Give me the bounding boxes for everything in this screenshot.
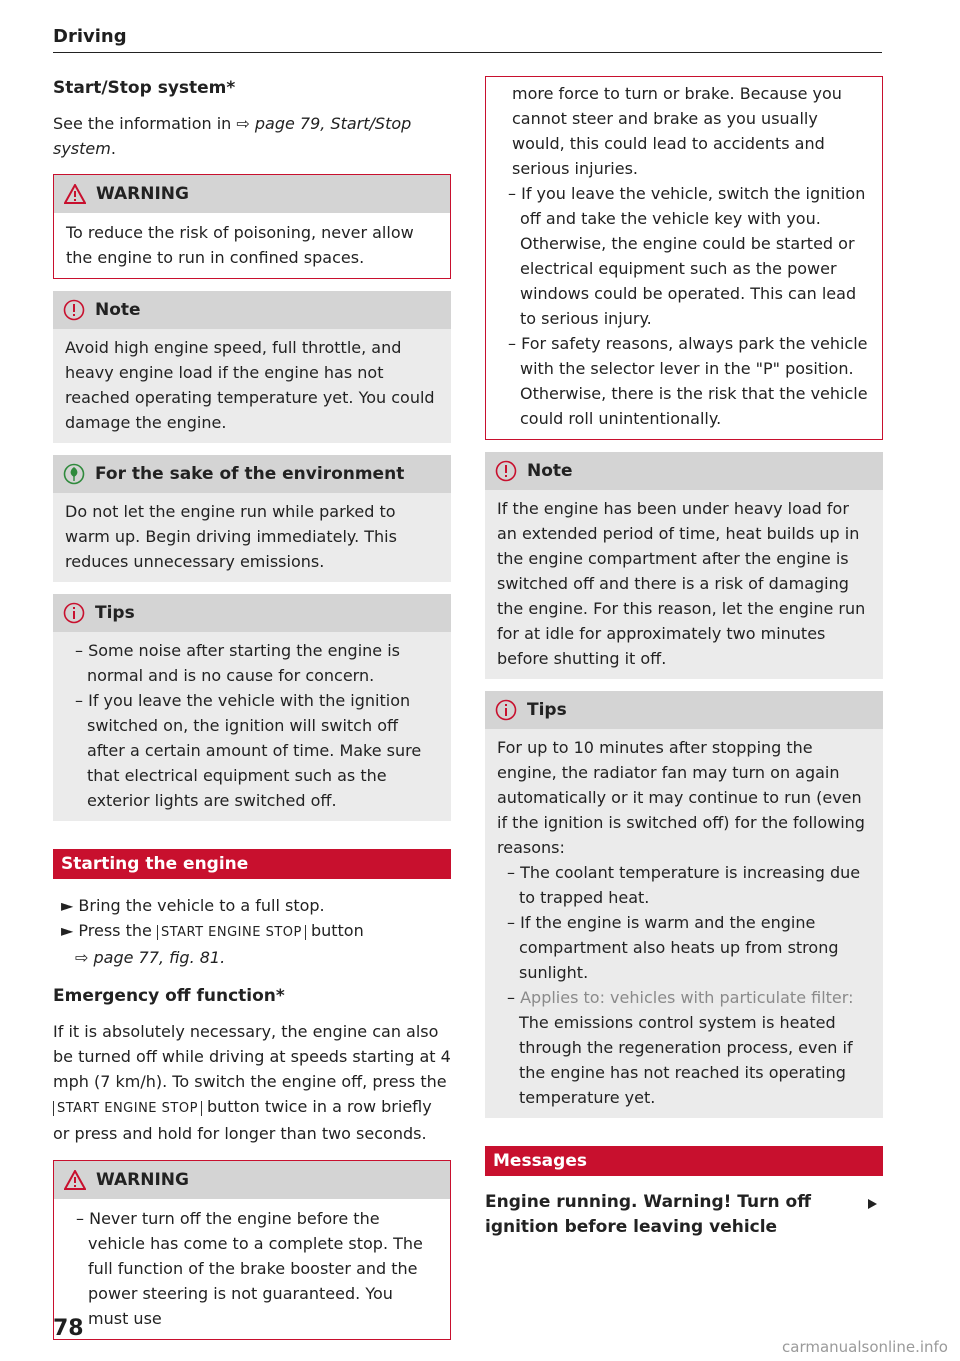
warning-item-text: If you leave the vehicle, switch the ignition off and take the vehicle key with you. Otherwise, the engine could be started or electrical equipment such as the power windows could be operated. This can lead to serious injury. — [520, 184, 866, 328]
right-column — [485, 70, 883, 1240]
note-title: Note — [527, 461, 573, 481]
tips-box — [53, 594, 451, 821]
warning-item: – Never turn off the engine before the vehicle has come to a complete stop. The full function of the brake booster and the power steering is not guaranteed. You must use — [76, 1209, 423, 1328]
warning-item-text: Never turn off the engine before the vehicle has come to a complete stop. The full function of the brake booster and the power steering is not guaranteed. You must use — [88, 1209, 423, 1328]
tips-item-text: The coolant temperature is increasing due to trapped heat. — [519, 863, 861, 907]
engine-message-heading: Engine running. Warning! Turn off ignition before leaving vehicle — [485, 1192, 811, 1237]
tips-item: – If you leave the vehicle with the ignition switched on, the ignition will switch off after a certain amount of time. Make sure that electrical equipment such as the exterior lights are switched off. — [75, 691, 422, 810]
warning-text: To reduce the risk of poisoning, never allow the engine to run in confined spaces. — [66, 223, 414, 267]
tips-item: – Some noise after starting the engine is normal and is no cause for concern. — [75, 641, 401, 685]
environment-leaf-icon — [63, 463, 85, 485]
tips-item: – The coolant temperature is increasing due to trapped heat. — [507, 863, 861, 907]
emergency-text: button twice in a row briefly or press and hold for longer than two seconds. — [53, 1097, 432, 1143]
tips-header — [485, 691, 883, 729]
warning-triangle-icon — [64, 1170, 86, 1190]
start-engine-stop-key: START ENGINE STOP — [53, 1101, 202, 1116]
tips-item: – Applies to: vehicles with particulate filter: The emissions control system is heated through the regeneration process, even if the engine has not reached its operating temperature yet. — [507, 988, 854, 1107]
emergency-text: If it is absolutely necessary, the engine can also be turned off while driving at speeds starting at 4 mph (7 km/h). To switch the engine off, press the — [53, 1022, 451, 1091]
warning-box-continued — [485, 76, 883, 440]
period: . — [110, 139, 116, 158]
warning-title: WARNING — [96, 184, 189, 204]
environment-text: Do not let the engine run while parked to warm up. Begin driving immediately. This reduces unnecessary emissions. — [65, 502, 397, 571]
warning-header — [54, 1161, 450, 1199]
warning-item: – If you leave the vehicle, switch the ignition off and take the vehicle key with you. Otherwise, the engine could be started or electrical equipment such as the power windows could be operated. This can lead to serious injury. — [508, 184, 866, 328]
warning-header — [54, 175, 450, 213]
warning-continued-text: more force to turn or brake. Because you cannot steer and brake as you usually would, this could lead to accidents and serious injuries. — [512, 84, 842, 178]
warning-triangle-icon — [64, 184, 86, 204]
tips-header — [53, 594, 451, 632]
note-box-heat — [485, 452, 883, 679]
emergency-paragraph — [53, 1019, 451, 1146]
tips-item-text: The emissions control system is heated through the regeneration process, even if the engine has not reached its operating temperature yet. — [519, 1013, 853, 1107]
start-engine-stop-key: START ENGINE STOP — [157, 925, 306, 940]
warning-item: – For safety reasons, always park the vehicle with the selector lever in the "P" position. Otherwise, there is the risk that the vehicle could roll unintentionally. — [508, 334, 868, 428]
step-1: ► Bring the vehicle to a full stop. — [61, 896, 325, 915]
watermark: carmanualsonline.info — [782, 1338, 948, 1356]
environment-header — [53, 455, 451, 493]
header-rule — [53, 52, 882, 53]
step-2: ► Press the START ENGINE STOP button — [61, 921, 364, 940]
info-circle-icon — [63, 602, 85, 624]
tips-box — [485, 691, 883, 1118]
warning-box-turn-off — [53, 1160, 451, 1340]
running-header: Driving — [53, 26, 127, 47]
info-circle-icon — [495, 699, 517, 721]
step-text: button — [305, 921, 364, 940]
continue-arrow-icon — [866, 1198, 878, 1210]
start-stop-paragraph — [53, 111, 451, 161]
tips-item: – If the engine is warm and the engine compartment also heats up from strong sunlight. — [507, 913, 839, 982]
warning-item-text: For safety reasons, always park the vehicle with the selector lever in the "P" position. Otherwise, there is the risk that the vehicle could roll unintentionally. — [520, 334, 868, 428]
note-title: Note — [95, 300, 141, 320]
start-stop-link[interactable]: ⇨ page 79, Start/Stop system — [53, 114, 412, 158]
step-2-link[interactable]: ⇨ page 77, fig. 81. — [75, 948, 226, 967]
tips-item-text: If the engine is warm and the engine compartment also heats up from strong sunlight. — [519, 913, 839, 982]
emergency-heading: Emergency off function* — [53, 986, 285, 1006]
section-heading-messages: Messages — [485, 1146, 883, 1176]
note-text: If the engine has been under heavy load for an extended period of time, heat builds up in the engine compartment after the engine is switched off and there is a risk of damaging the engine. For this reason, let the engine run for at idle for approximately two minutes before shutting it off. — [497, 499, 866, 668]
left-column — [53, 70, 451, 1340]
environment-box — [53, 455, 451, 582]
section-heading-starting: Starting the engine — [53, 849, 451, 879]
page-number: 78 — [53, 1316, 84, 1341]
tips-item-text: Some noise after starting the engine is normal and is no cause for concern. — [87, 641, 401, 685]
note-text: Avoid high engine speed, full throttle, and heavy engine load if the engine has not reached operating temperature yet. You could damage the engine. — [65, 338, 435, 432]
exclamation-circle-icon — [63, 299, 85, 321]
start-stop-text: See the information in — [53, 114, 237, 133]
note-header — [485, 452, 883, 490]
note-box-engine-speed — [53, 291, 451, 443]
tips-title: Tips — [95, 603, 135, 623]
warning-title: WARNING — [96, 1170, 189, 1190]
exclamation-circle-icon — [495, 460, 517, 482]
step-text: Press the — [78, 921, 157, 940]
environment-title: For the sake of the environment — [95, 464, 405, 484]
applies-to-label: Applies to: vehicles with particulate filter: — [520, 988, 854, 1007]
warning-box-poisoning — [53, 174, 451, 279]
note-header — [53, 291, 451, 329]
start-stop-heading: Start/Stop system* — [53, 78, 236, 98]
step-text: Bring the vehicle to a full stop. — [78, 896, 325, 915]
tips-intro: For up to 10 minutes after stopping the engine, the radiator fan may turn on again automatically or it may continue to run (even if the ignition is switched off) for the following reasons: — [497, 738, 865, 857]
tips-title: Tips — [527, 700, 567, 720]
tips-item-text: If you leave the vehicle with the ignition switched on, the ignition will switch off after a certain amount of time. Make sure that electrical equipment such as the exterior lights are switched off. — [87, 691, 422, 810]
